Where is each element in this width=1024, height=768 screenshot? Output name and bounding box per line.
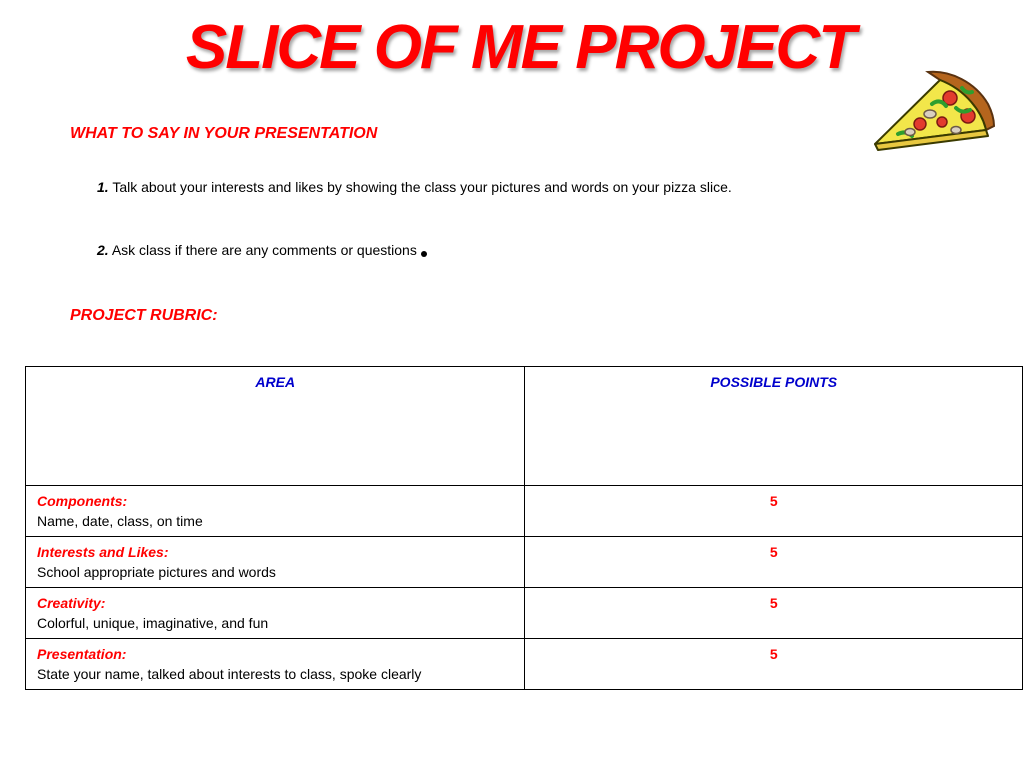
points-cell xyxy=(524,588,1023,639)
points-value: 5 xyxy=(769,595,778,611)
area-description: State your name, talked about interests to class, spoke clearly xyxy=(37,666,422,682)
table-header-row xyxy=(26,367,1023,486)
area-name: Components: xyxy=(37,493,128,509)
area-cell xyxy=(26,537,525,588)
step-text: Talk about your interests and likes by showing the class your pictures and words on your pizza slice. xyxy=(112,179,732,195)
area-description: School appropriate pictures and words xyxy=(37,564,276,580)
area-name: Interests and Likes: xyxy=(37,544,169,560)
area-name: Creativity: xyxy=(37,595,106,611)
area-cell xyxy=(26,588,525,639)
pizza-slice-icon xyxy=(870,64,998,152)
presentation-heading: WHAT TO SAY IN YOUR PRESENTATION xyxy=(70,125,378,142)
points-value: 5 xyxy=(769,493,778,509)
table-row xyxy=(26,588,1023,639)
area-description: Colorful, unique, imaginative, and fun xyxy=(37,615,269,631)
column-header-area: AREA xyxy=(255,374,296,390)
points-value: 5 xyxy=(769,646,778,662)
area-description: Name, date, class, on time xyxy=(37,513,203,529)
presentation-step xyxy=(97,241,427,259)
points-cell xyxy=(524,486,1023,537)
points-cell xyxy=(524,639,1023,690)
column-header-cell xyxy=(26,367,525,486)
area-cell xyxy=(26,486,525,537)
rubric-heading: PROJECT RUBRIC: xyxy=(70,307,218,324)
rubric-table xyxy=(25,366,1023,690)
page-title: SLICE OF ME PROJECT xyxy=(185,13,855,82)
presentation-step xyxy=(97,178,732,196)
points-cell xyxy=(524,537,1023,588)
area-cell xyxy=(26,639,525,690)
table-row xyxy=(26,486,1023,537)
step-number: 2. xyxy=(97,242,109,258)
step-text: Ask class if there are any comments or questions xyxy=(111,242,417,258)
column-header-points: POSSIBLE POINTS xyxy=(710,374,838,390)
column-header-cell xyxy=(524,367,1023,486)
step-number: 1. xyxy=(97,179,109,195)
area-name: Presentation: xyxy=(37,646,127,662)
points-value: 5 xyxy=(769,544,778,560)
bullet-dot-icon xyxy=(421,251,427,257)
table-row xyxy=(26,639,1023,690)
table-row xyxy=(26,537,1023,588)
